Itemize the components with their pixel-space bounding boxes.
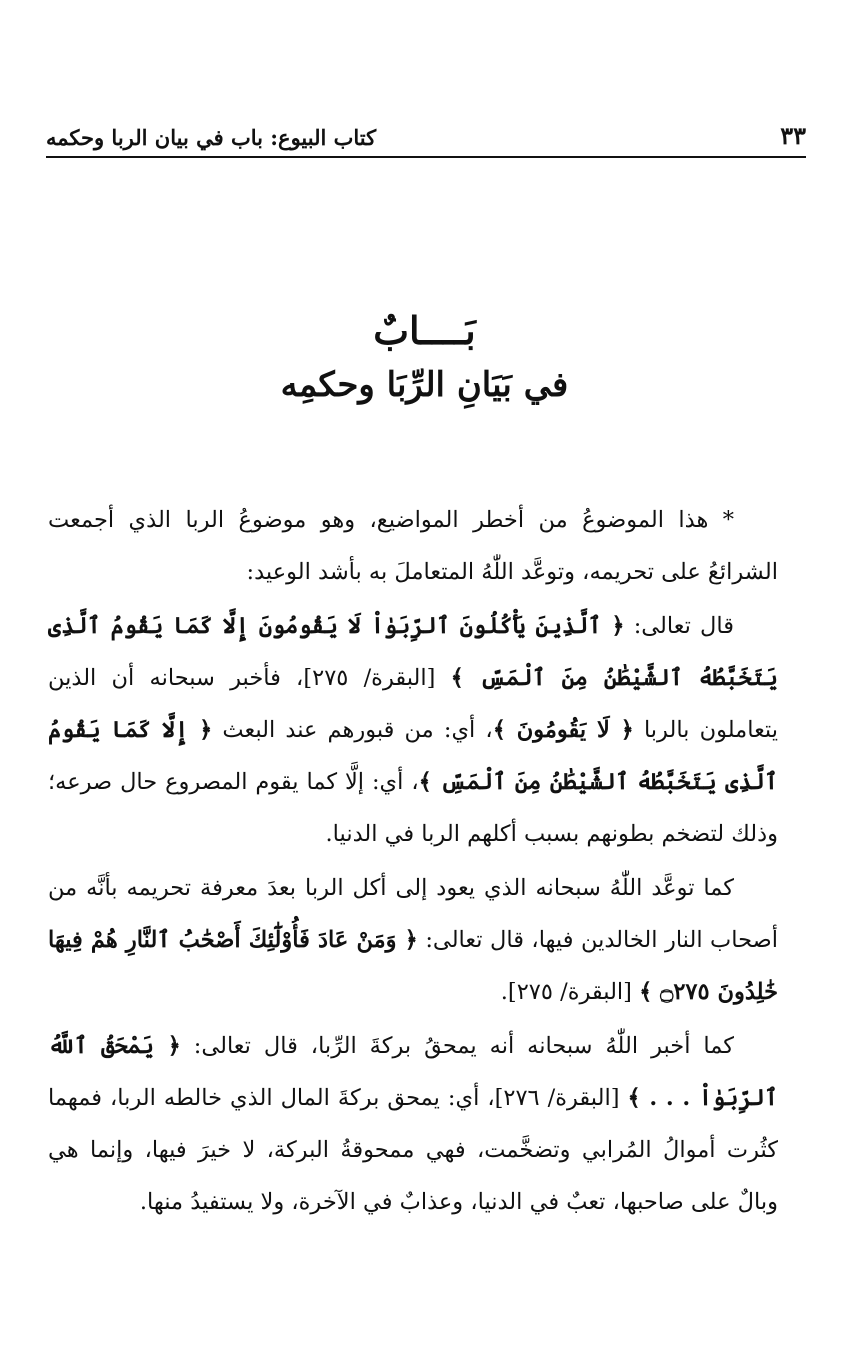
paragraph-text: ، أي: من قبورهم عند البعث [212,717,493,743]
quran-verse: ﴿ وَمَنْ عَادَ فَأُوْلَٰٓئِكَ أَصْحَٰبُ ٱلنَّارِ هُمْ فِيهَا خَٰلِدُونَ ۝٢٧٥ ﴾ [48,927,778,1005]
quran-verse: ﴿ ٱلَّذِينَ يَأْكُلُونَ ٱلرِّبَوٰاْ لَا يَقُومُونَ إِلَّا كَمَا يَقُومُ ٱلَّذِى يَتَخَبَّطُهُ ٱلشَّيْطَٰنُ مِنَ ٱلْمَسِّ ﴾ [48,613,778,691]
paragraph-text: كما أخبر اللّٰهُ سبحانه أنه يمحقُ بركةَ الرِّبا، قال تعالى: [180,1033,734,1059]
paragraph-text: [البقرة/ ٢٧٥]. [500,979,640,1005]
running-header [46,118,806,158]
body-text [48,494,778,1228]
running-title: كتاب البيوع: باب في بيان الربا وحكمه [46,125,377,150]
paragraph-text: [البقرة/ ٢٧٥]، فأخبر سبحانه أن الذين يتعاملون بالربا [48,665,778,743]
paragraph [48,862,778,1018]
quran-verse: ﴿ يَمْحَقُ ٱللَّهُ ٱلرِّبَوٰاْ . . . ﴾ [48,1033,778,1111]
page-number: ٣٣ [780,121,806,150]
chapter-label: بَــــابٌ [373,308,476,353]
paragraph-text: * هذا الموضوعُ من أخطر المواضيع، وهو موضوعُ الربا الذي أجمعت الشرائعُ على تحريمه، وتوعَّد اللّٰهُ المتعاملَ به بأشد الوعيد: [48,507,778,585]
chapter-heading [0,305,849,413]
paragraph [48,494,778,598]
quran-verse: ﴿ إِلَّا كَمَا يَقُومُ ٱلَّذِى يَتَخَبَّطُهُ ٱلشَّيْطَٰنُ مِنَ ٱلْمَسِّ ﴾ [48,717,778,795]
paragraph-text: [البقرة/ ٢٧٦]، أي: يمحق بركةَ المال الذي خالطه الربا، فمهما كثُرت أموالُ المُرابي وتضخَّمت، فهي ممحوقةُ البركة، لا خيرَ فيها، وإنما هي وبالٌ على صاحبها، تعبٌ في الدنيا، وعذابٌ في الآخرة، ولا يستفيدُ منها. [48,1085,778,1215]
paragraph-text: ، أي: إلَّا كما يقوم المصروع حال صرعه؛ وذلك لتضخم بطونهم بسبب أكلهم الربا في الدنيا. [48,769,778,847]
quran-verse: ﴿ لَا يَقُومُونَ ﴾ [492,717,634,743]
paragraph [48,600,778,860]
chapter-title: في بَيَانِ الرِّبَا وحكمِه [280,365,569,405]
paragraph-text: قال تعالى: [624,613,734,639]
paragraph [48,1020,778,1228]
paragraph-text: كما توعَّد اللّٰهُ سبحانه الذي يعود إلى أكل الربا بعدَ معرفة تحريمه بأنَّه من أصحاب النار الخالدين فيها، قال تعالى: [48,875,778,953]
